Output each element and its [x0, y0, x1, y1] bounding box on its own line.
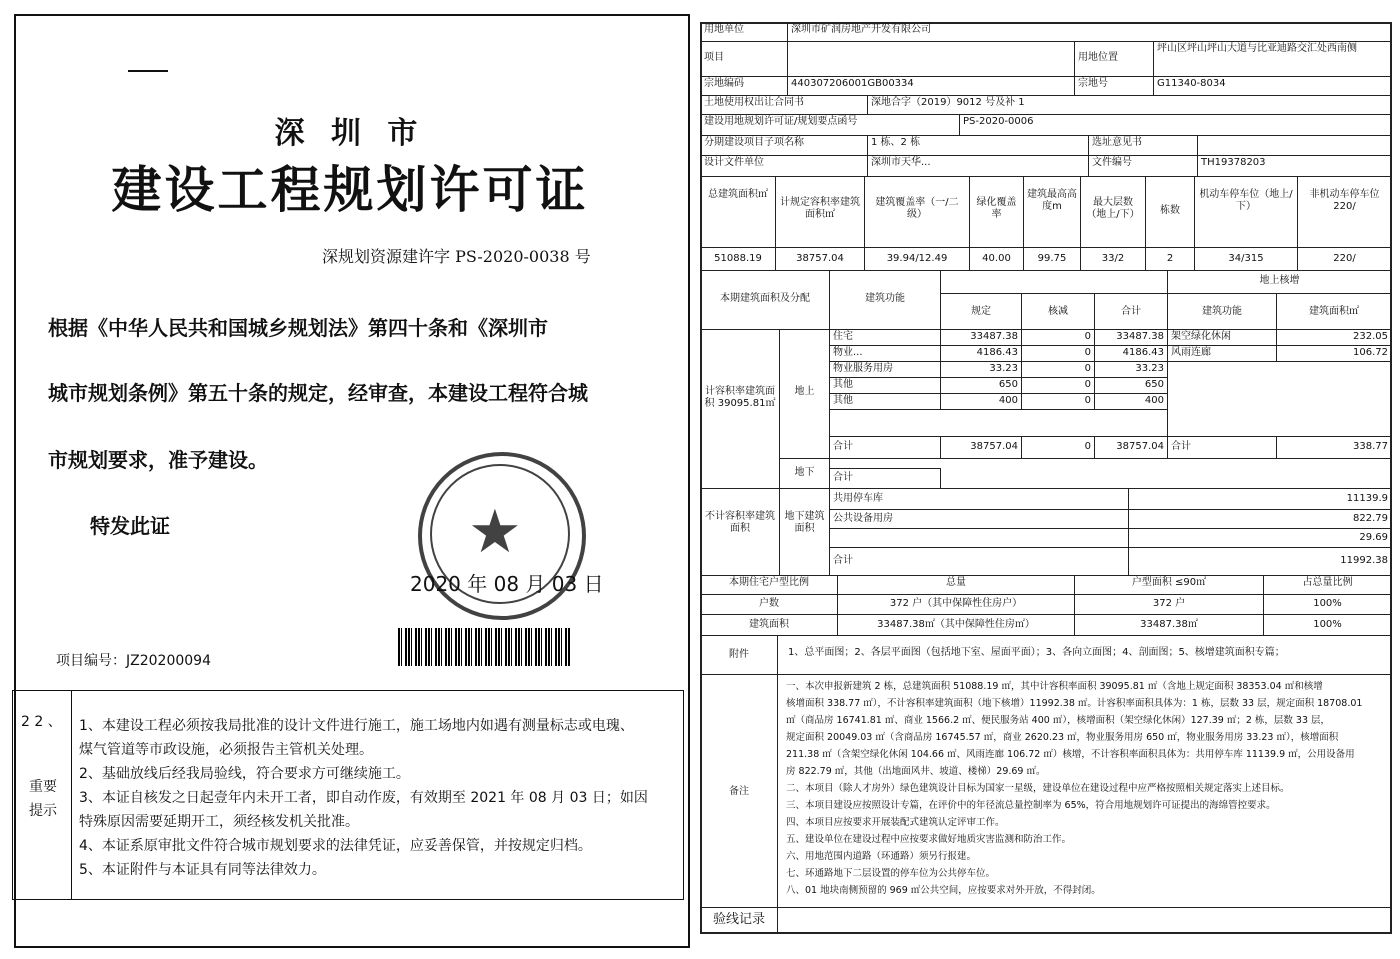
land-unit-value: 深圳市矿润房地产开发有限公司	[787, 22, 1392, 42]
metric-header: 机动车停车位（地上/下）	[1194, 176, 1298, 248]
file-no-label: 文件编号	[1088, 155, 1198, 177]
total-header: 合计	[1094, 293, 1168, 330]
area-row-total: 4186.43	[1094, 345, 1168, 362]
permit-body-line-2: 城市规划条例》第五十条的规定，经审查，本建设工程符合城	[48, 381, 588, 405]
metric-header: 栋数	[1145, 176, 1195, 248]
metric-header: 最大层数（地上/下）	[1080, 176, 1146, 248]
subtotal-total: 38757.04	[1094, 436, 1168, 459]
permit-body-line-1: 根据《中华人民共和国城乡规划法》第四十条和《深圳市	[48, 316, 548, 340]
housing-ratio-header: 占总量比例	[1263, 575, 1392, 595]
area-row-name: 物业...	[829, 345, 941, 362]
inspection-value	[777, 907, 1392, 934]
remark-line: 三、本项目建设应按照设计专篇，在评价中的年径流总量控制率为 65%，符合用地规划许可证提出的海绵管控要求。	[786, 800, 1276, 811]
file-no-value: TH19378203	[1197, 155, 1392, 177]
notice-item: 1、本建设工程必须按我局批准的设计文件进行施工，施工场地内如遇有测量标志或电瑰、	[79, 718, 634, 734]
inspection-label: 验线记录	[700, 907, 778, 934]
above-label: 地上	[779, 329, 830, 459]
metric-value: 34/315	[1194, 247, 1298, 271]
notice-item: 3、本证自核发之日起壹年内未开工者，即自动作废，有效期至 2021 年 08 月 03 日；如因	[79, 790, 648, 806]
metric-header: 绿化覆盖率	[969, 176, 1024, 248]
attachments-text: 1、总平面图；2、各层平面图（包括地下室、屋面平面）；3、各向立面图；4、剖面图；5、核增建筑面积专篇；	[777, 635, 1392, 675]
sub-items-label: 分期建设项目子项名称	[700, 135, 868, 156]
metric-header: 非机动车停车位 220/	[1297, 176, 1392, 248]
metric-value: 39.94/12.49	[864, 247, 970, 271]
permit-body-line-3: 市规划要求，准予建设。	[48, 448, 268, 472]
prescribed-header: 规定	[940, 293, 1022, 330]
housing-area-label: 建筑面积	[700, 614, 838, 636]
project-number: 项目编号：JZ20200094	[56, 653, 211, 669]
non-far-row-value: 822.79	[1128, 509, 1392, 529]
parcel-code-label: 宗地编码	[700, 76, 788, 96]
land-unit-label: 用地单位	[700, 22, 788, 42]
notice-item: 特殊原因需要延期开工，须经核发机关批准。	[79, 814, 359, 830]
area-row-total: 33487.38	[1094, 329, 1168, 346]
parcel-no-label: 宗地号	[1074, 76, 1154, 96]
housing-area-small: 33487.38㎡	[1074, 614, 1264, 636]
area-section-label: 本期建筑面积及分配	[700, 270, 830, 330]
notice-head: 2 2 、	[21, 714, 62, 730]
households-total: 372 户（其中保障性住房户）	[837, 594, 1075, 615]
blank-row	[829, 409, 1168, 437]
prescribed-group-header	[940, 270, 1168, 294]
parcel-no-value: G11340-8034	[1153, 76, 1392, 96]
housing-area-total: 33487.38㎡（其中保障性住房㎡）	[837, 614, 1075, 636]
remarks-label: 备注	[700, 674, 778, 908]
non-far-row-name	[829, 528, 1129, 548]
remark-line: ㎡（商品房 16741.81 ㎡、商业 1566.2 ㎡、便民服务站 400 ㎡），核增面积（架空绿化休闲）127.39 ㎡；2 栋，层数 33 层，	[786, 715, 1331, 726]
metric-header: 总建筑面积㎡	[700, 176, 776, 248]
site-opinion-label: 选址意见书	[1088, 135, 1198, 156]
parcel-code-value: 440307206001GB00334	[787, 76, 1075, 96]
design-unit-label: 设计文件单位	[700, 155, 868, 177]
contract-value: 深地合字（2019）9012 号及补 1	[867, 95, 1392, 115]
area-row-total: 400	[1094, 393, 1168, 410]
remark-line: 七、环通路地下二层设置的停车位为公共停车位。	[786, 868, 996, 879]
housing-area-ratio: 100%	[1263, 614, 1392, 636]
approved-subtotal-label: 合计	[1167, 436, 1277, 459]
metric-value: 51088.19	[700, 247, 776, 271]
attachments-label: 附件	[700, 635, 778, 675]
subtotal-prescribed: 38757.04	[940, 436, 1022, 459]
far-area-label: 计容积率建筑面积 39095.81㎡	[700, 329, 780, 489]
housing-small-header: 户型面积 ≤90㎡	[1074, 575, 1264, 595]
approved-subtotal: 338.77	[1276, 436, 1392, 459]
approved-function-header: 建筑功能	[1167, 293, 1277, 330]
remark-line: 二、本项目（除人才房外）绿色建筑设计目标为国家一星级，建设单位在建设过程中应严格按照相关规定落实上述目标。	[786, 783, 1290, 794]
important-notice-box	[12, 690, 684, 900]
remark-line: 六、用地范围内道路（环通路）须另行报建。	[786, 851, 977, 862]
below-label: 地下	[779, 458, 830, 489]
function-header: 建筑功能	[829, 270, 941, 330]
permit-number: 深规划资源建许字 PS-2020-0038 号	[322, 247, 591, 266]
non-far-total-label: 合计	[829, 547, 1129, 576]
location-label: 用地位置	[1074, 41, 1154, 77]
households-small: 372 户	[1074, 594, 1264, 615]
remark-line: 五、建设单位在建设过程中应按要求做好地质灾害监测和防治工作。	[786, 834, 1072, 845]
issue-statement: 特发此证	[90, 514, 170, 538]
seal-star-icon: ★	[468, 497, 522, 567]
subtotal-label: 合计	[829, 436, 941, 459]
barcode	[398, 628, 570, 666]
approved-row-function: 架空绿化休闲	[1167, 329, 1277, 346]
location-value: 坪山区坪山坪山大道与比亚迪路交汇处西南侧	[1153, 41, 1392, 77]
non-far-row-value: 11139.9	[1128, 488, 1392, 510]
permit-city-title: 深 圳 市	[274, 116, 426, 151]
area-row-total: 33.23	[1094, 361, 1168, 378]
area-row-prescribed: 33487.38	[940, 329, 1022, 346]
non-far-row-value: 29.69	[1128, 528, 1392, 548]
project-value	[787, 41, 1075, 77]
plan-permit-label: 建设用地规划许可证/规划要点函号	[700, 114, 960, 136]
issue-date: 2020 年 08 月 03 日	[410, 572, 604, 596]
deduct-header: 核减	[1021, 293, 1095, 330]
area-row-name: 物业服务用房	[829, 361, 941, 378]
non-far-label: 不计容积率建筑面积	[700, 488, 780, 576]
remark-line: 211.38 ㎡（含架空绿化休闲 104.66 ㎡、风雨连廊 106.72 ㎡）核增，不计容积率面积具体为：共用停车库 11139.9 ㎡，公用设备用	[786, 749, 1355, 760]
approved-row-area: 106.72	[1276, 345, 1392, 362]
metric-value: 2	[1145, 247, 1195, 271]
notice-item: 5、本证附件与本证具有同等法律效力。	[79, 862, 326, 878]
site-opinion-value	[1197, 135, 1392, 156]
area-row-prescribed: 400	[940, 393, 1022, 410]
metric-value: 220/	[1297, 247, 1392, 271]
area-row-name: 其他	[829, 393, 941, 410]
metric-value: 33/2	[1080, 247, 1146, 271]
notice-item: 煤气管道等市政设施，必须报告主管机关处理。	[79, 742, 373, 758]
housing-total-header: 总量	[837, 575, 1075, 595]
area-row-prescribed: 4186.43	[940, 345, 1022, 362]
area-row-deducted: 0	[1021, 377, 1095, 394]
area-row-name: 住宅	[829, 329, 941, 346]
metric-header: 建筑最高高度m	[1023, 176, 1081, 248]
non-far-row-name: 共用停车库	[829, 488, 1129, 510]
households-ratio: 100%	[1263, 594, 1392, 615]
remark-line: 一、本次申报新建筑 2 栋，总建筑面积 51088.19 ㎡，其中计容积率面积 39095.81 ㎡（含地上规定面积 38353.04 ㎡和核增	[786, 681, 1323, 692]
non-far-sub-label: 地下建筑面积	[779, 488, 830, 576]
sub-items-value: 1 栋、2 栋	[867, 135, 1089, 156]
area-row-prescribed: 650	[940, 377, 1022, 394]
area-row-deducted: 0	[1021, 345, 1095, 362]
contract-label: 土地使用权出让合同书	[700, 95, 868, 115]
above-approved-header: 地上核增	[1167, 270, 1392, 294]
households-label: 户数	[700, 594, 838, 615]
metric-value: 40.00	[969, 247, 1024, 271]
subtotal-deducted: 0	[1021, 436, 1095, 459]
area-row-prescribed: 33.23	[940, 361, 1022, 378]
area-row-total: 650	[1094, 377, 1168, 394]
metric-header: 建筑覆盖率（一/二级）	[864, 176, 970, 248]
remark-line: 核增面积 338.77 ㎡），不计容积率建筑面积（地下核增）11992.38 ㎡。计容积率面积具体为：1 栋，层数 33 层，规定面积 18708.01	[786, 698, 1363, 709]
metric-value: 38757.04	[775, 247, 865, 271]
project-label: 项目	[700, 41, 788, 77]
approved-row-function: 风雨连廊	[1167, 345, 1277, 362]
plan-permit-value: PS-2020-0006	[959, 114, 1392, 136]
area-row-deducted: 0	[1021, 329, 1095, 346]
notice-label-column	[13, 691, 72, 899]
area-row-deducted: 0	[1021, 361, 1095, 378]
area-row-name: 其他	[829, 377, 941, 394]
remark-line: 规定面积 20049.03 ㎡（含商品房 16745.57 ㎡，商业 2620.23 ㎡，物业服务用房 650 ㎡，物业服务用房 33.23 ㎡），核增面积	[786, 732, 1339, 743]
notice-item: 4、本证系原审批文件符合城市规划要求的法律凭证，应妥善保管，并按规定归档。	[79, 838, 592, 854]
design-unit-value: 深圳市天华...	[867, 155, 1089, 177]
approved-area-header: 建筑面积㎡	[1276, 293, 1392, 330]
metric-header: 计规定容积率建筑面积㎡	[775, 176, 865, 248]
housing-ratio-label: 本期住宅户型比例	[700, 575, 838, 595]
non-far-total-value: 11992.38	[1128, 547, 1392, 576]
remark-line: 四、本项目应按要求开展装配式建筑认定评审工作。	[786, 817, 1005, 828]
below-total-label: 合计	[829, 468, 941, 489]
non-far-row-name: 公共设备用房	[829, 509, 1129, 529]
approved-row-area: 232.05	[1276, 329, 1392, 346]
approved-blank	[1167, 361, 1392, 437]
remark-line: 八、01 地块南侧预留的 969 ㎡公共空间，应按要求对外开放，不得封闭。	[786, 885, 1101, 896]
handwriting-mark	[128, 70, 168, 72]
remark-line: 房 822.79 ㎡，其他（出地面风井、坡道、楼梯）29.69 ㎡。	[786, 766, 1046, 777]
area-row-deducted: 0	[1021, 393, 1095, 410]
permit-main-title: 建设工程规划许可证	[111, 161, 589, 219]
notice-item: 2、基础放线后经我局验线，符合要求方可继续施工。	[79, 766, 410, 782]
notice-label: 重要提示	[29, 779, 57, 819]
metric-value: 99.75	[1023, 247, 1081, 271]
